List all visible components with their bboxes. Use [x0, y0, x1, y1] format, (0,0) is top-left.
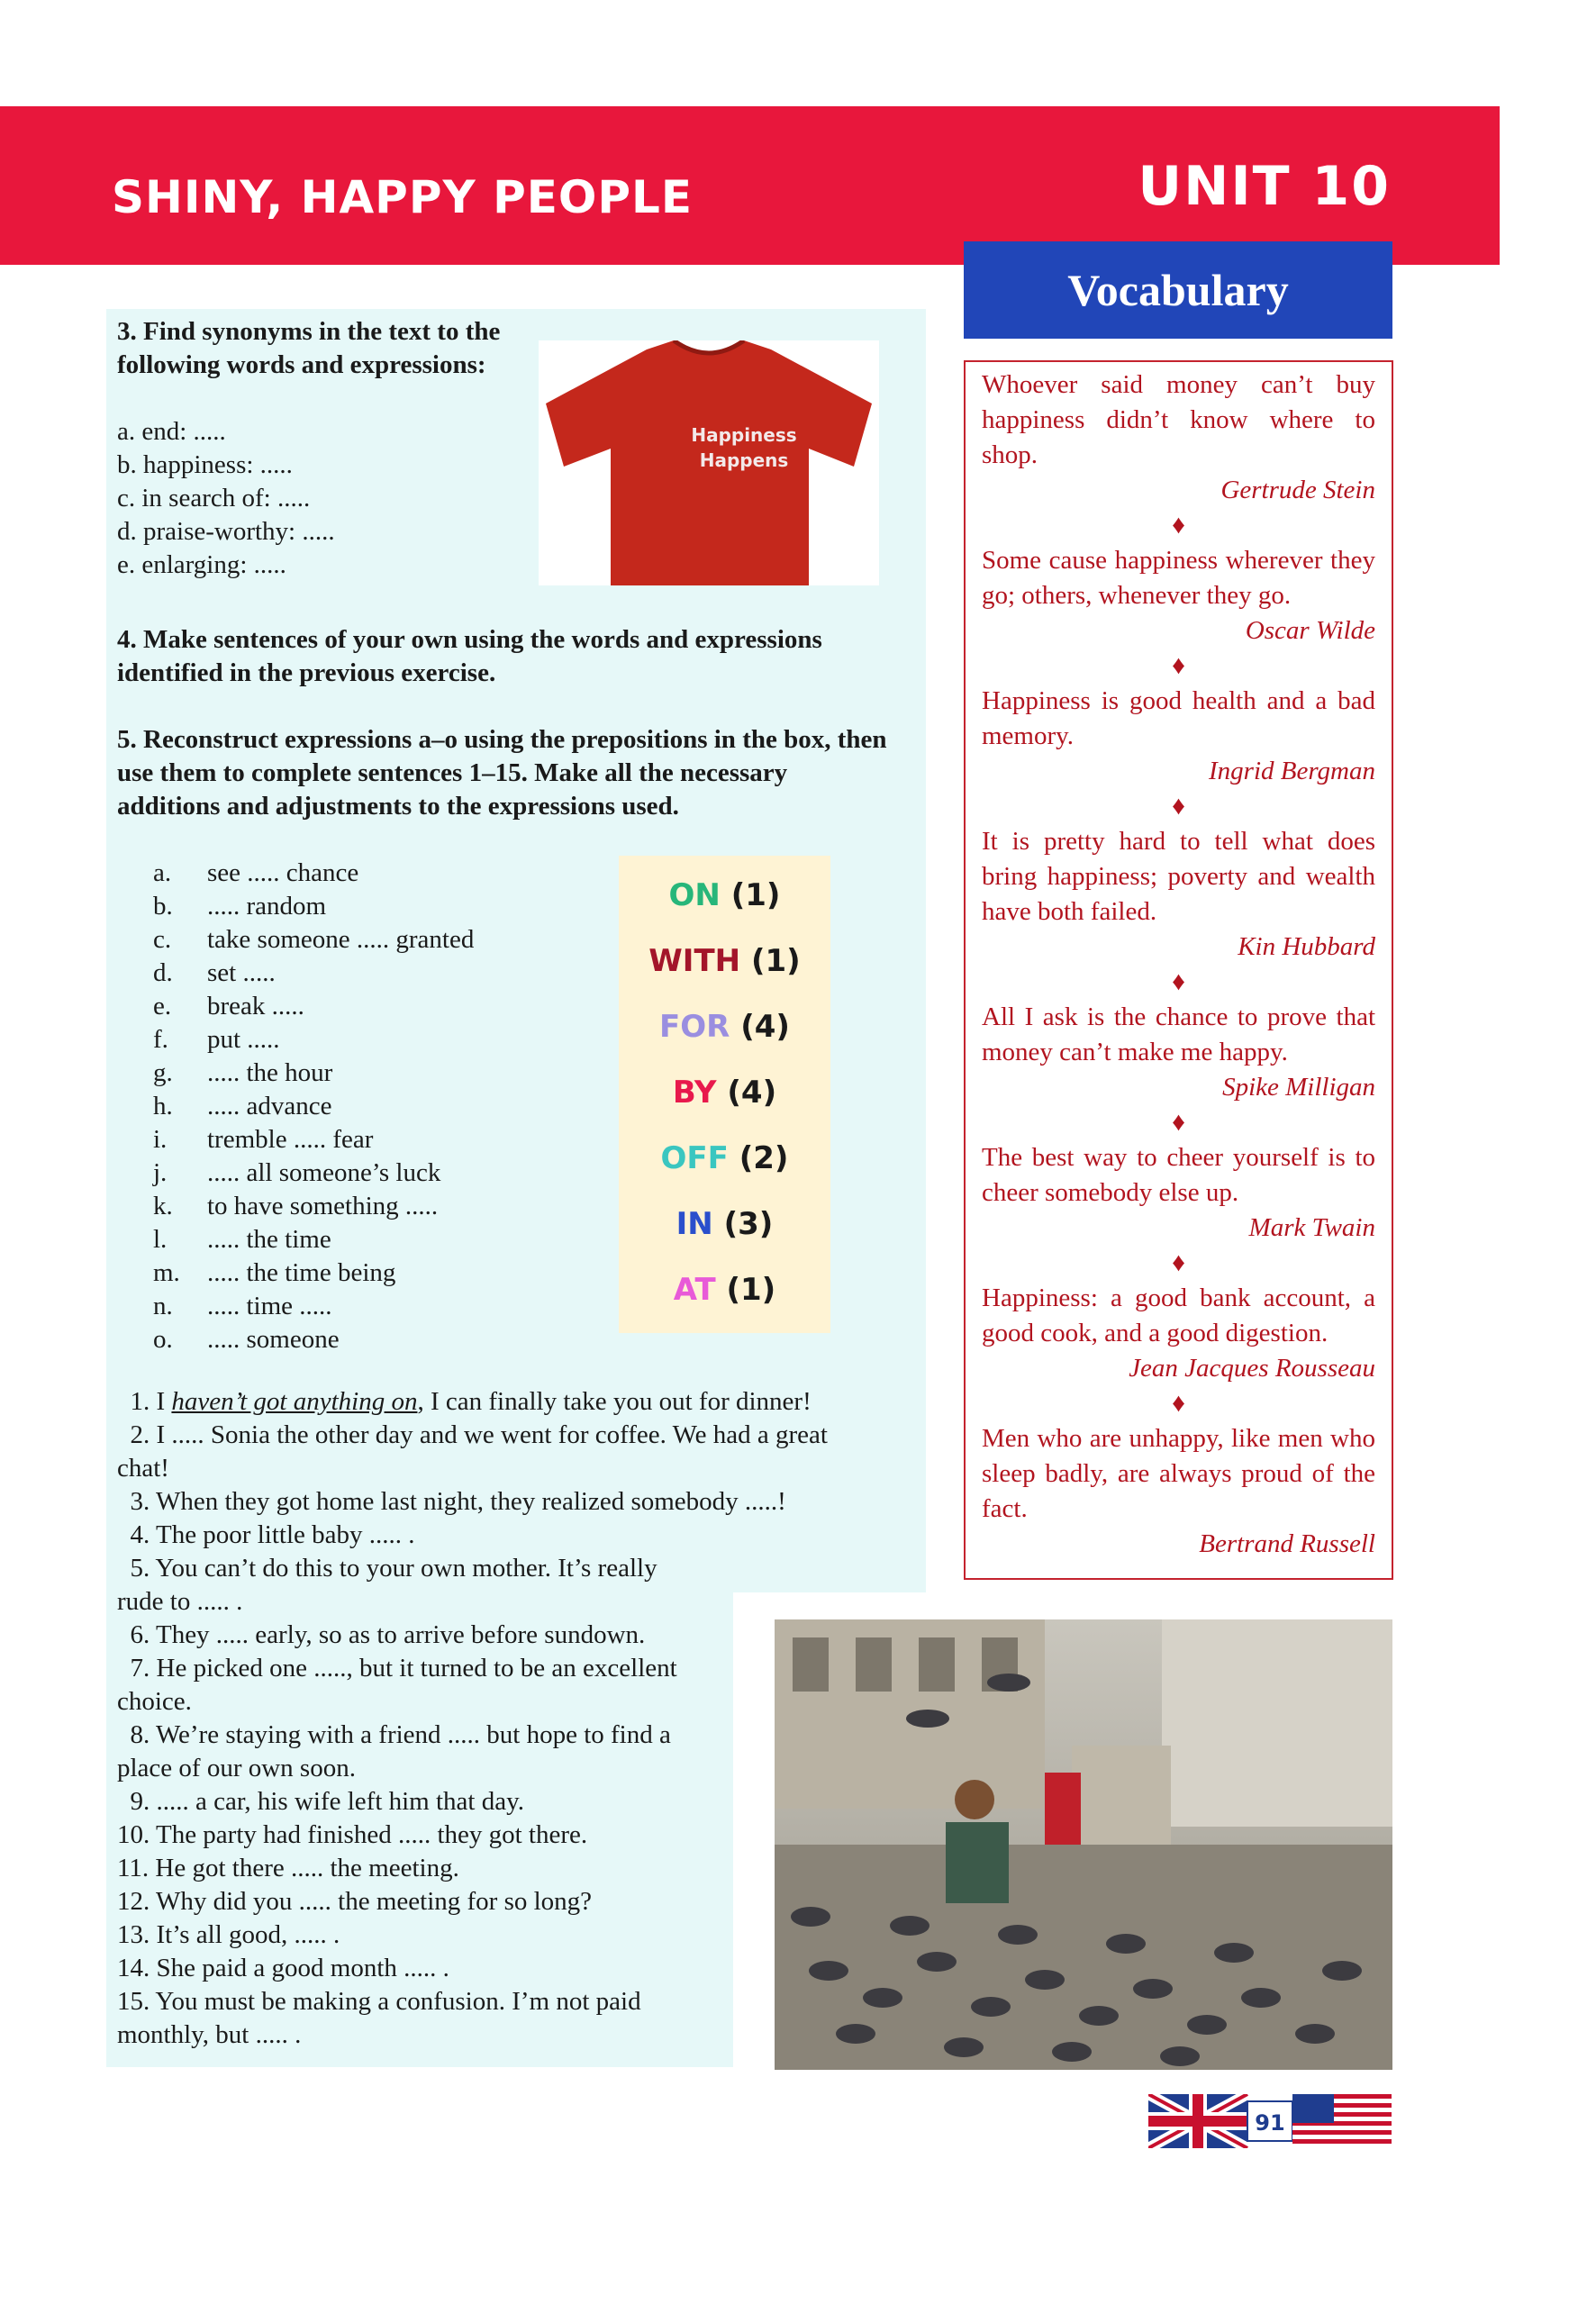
exercise-3-item: e. enlarging: .....: [117, 550, 286, 579]
quote-text: The best way to cheer yourself is to cheer somebody else up.: [982, 1143, 1375, 1207]
exercise-3-item: d. praise-worthy: .....: [117, 517, 335, 546]
sentence: 13. It’s all good, ..... .: [117, 1920, 340, 1949]
quote-text: Some cause happiness wherever they go; others, whenever they go.: [982, 546, 1375, 610]
preposition-by: BY (4): [672, 1075, 777, 1111]
exercise-5-heading: 5. Reconstruct expressions a–o using the prepositions in the box, then use them to complete sentences 1–15. Make all the necessary additions and adjustments to the expressions used.: [117, 725, 887, 821]
uk-flag-icon: [1148, 2094, 1247, 2148]
preposition-off: OFF (2): [660, 1140, 789, 1176]
exercise-4-heading: 4. Make sentences of your own using the words and expressions identified in the previous exercise.: [117, 625, 822, 687]
list-item: n. ..... time .....: [153, 1292, 332, 1320]
expression-list: [153, 857, 474, 1356]
quote-text: It is pretty hard to tell what does bring happiness; poverty and wealth have both failed.: [982, 827, 1375, 926]
list-item: f. put .....: [153, 1025, 280, 1054]
sentence: choice.: [117, 1687, 192, 1716]
quote-author: Bertrand Russell: [1199, 1529, 1375, 1558]
pigeons-photo: [775, 1619, 1392, 2070]
exercise-3-item: b. happiness: .....: [117, 450, 293, 479]
exercise-3-item: a. end: .....: [117, 417, 226, 446]
list-item: i. tremble ..... fear: [153, 1125, 374, 1154]
quote-author: Spike Milligan: [1222, 1073, 1375, 1102]
sentence: 3. When they got home last night, they realized somebody .....!: [130, 1487, 786, 1516]
tshirt-text-1: Happiness: [691, 424, 797, 446]
exercise-3-heading: 3. Find synonyms in the text to the following words and expressions:: [117, 317, 501, 379]
list-item: o. ..... someone: [153, 1325, 340, 1354]
quote-author: Oscar Wilde: [1245, 616, 1375, 645]
quote-text: Happiness is good health and a bad memory.: [982, 686, 1375, 750]
sentence: 15. You must be making a confusion. I’m not paid: [117, 1987, 641, 2016]
quote-author: Mark Twain: [1248, 1213, 1375, 1242]
sentence: 11. He got there ..... the meeting.: [117, 1854, 459, 1882]
list-item: m. ..... the time being: [153, 1258, 396, 1287]
preposition-for: FOR (4): [659, 1009, 790, 1045]
diamond-icon: ♦: [1172, 967, 1185, 996]
quote-author: Gertrude Stein: [1220, 476, 1375, 504]
quote-text: Whoever said money can’t buy happiness didn’t know where to shop.: [982, 370, 1375, 469]
exercise-4-5: [117, 623, 919, 857]
section-heading: Vocabulary: [964, 241, 1392, 339]
sentence: chat!: [117, 1454, 169, 1483]
list-item: e. break .....: [153, 992, 304, 1020]
page-number-flags: [1148, 2094, 1392, 2148]
exercise-3-item: c. in search of: .....: [117, 484, 311, 513]
sentence: 2. I ..... Sonia the other day and we went for coffee. We had a great: [130, 1420, 828, 1449]
us-flag-icon: [1292, 2094, 1392, 2148]
sentence: 14. She paid a good month ..... .: [117, 1954, 449, 1982]
list-item: d. set .....: [153, 958, 276, 987]
diamond-icon: ♦: [1172, 511, 1185, 540]
diamond-icon: ♦: [1172, 792, 1185, 821]
list-item: b. ..... random: [153, 892, 327, 921]
sentence: 12. Why did you ..... the meeting for so long?: [117, 1887, 593, 1916]
list-item: k. to have something .....: [153, 1192, 439, 1220]
diamond-icon: ♦: [1172, 1248, 1185, 1277]
sentence: rude to ..... .: [117, 1587, 243, 1616]
exercise-3: [117, 315, 549, 582]
quote-text: Happiness: a good bank account, a good cook, and a good digestion.: [982, 1284, 1375, 1347]
page-title: SHINY, HAPPY PEOPLE: [112, 171, 694, 223]
page-number: 91: [1255, 2110, 1285, 2136]
diamond-icon: ♦: [1172, 1108, 1185, 1137]
quote-author: Jean Jacques Rousseau: [1129, 1354, 1375, 1383]
preposition-with: WITH (1): [648, 943, 801, 979]
quote-author: Ingrid Bergman: [1209, 757, 1375, 785]
list-item: a. see ..... chance: [153, 858, 359, 887]
sentence: 1. I haven’t got anything on, I can finally take you out for dinner!: [130, 1387, 812, 1416]
list-item: l. ..... the time: [153, 1225, 331, 1254]
tshirt-text-2: Happens: [699, 449, 789, 471]
sentence: 4. The poor little baby ..... .: [130, 1520, 415, 1549]
quote-author: Kin Hubbard: [1238, 932, 1375, 961]
sentence: 5. You can’t do this to your own mother. It’s really: [130, 1554, 657, 1583]
preposition-on: ON (1): [668, 877, 781, 913]
quote-text: All I ask is the chance to prove that money can’t make me happy.: [982, 1002, 1375, 1066]
preposition-at: AT (1): [673, 1272, 776, 1308]
quote-text: Men who are unhappy, like men who sleep badly, are always proud of the fact.: [982, 1424, 1375, 1523]
tshirt-image: [539, 340, 879, 585]
preposition-in: IN (3): [676, 1206, 774, 1242]
preposition-box: [619, 856, 830, 1333]
sentence: 10. The party had finished ..... they got there.: [117, 1820, 588, 1849]
sentence: 8. We’re staying with a friend ..... but hope to find a: [130, 1720, 671, 1749]
sentence: monthly, but ..... .: [117, 2020, 302, 2049]
list-item: c. take someone ..... granted: [153, 925, 475, 954]
unit-label: UNIT 10: [1138, 155, 1391, 218]
diamond-icon: ♦: [1172, 651, 1185, 680]
list-item: h. ..... advance: [153, 1092, 332, 1120]
list-item: j. ..... all someone’s luck: [153, 1158, 441, 1187]
quotes-list: [982, 367, 1375, 1562]
diamond-icon: ♦: [1172, 1389, 1185, 1418]
list-item: g. ..... the hour: [153, 1058, 333, 1087]
quotes-box: [964, 360, 1393, 1580]
sentence: place of our own soon.: [117, 1754, 356, 1782]
sentence: 6. They ..... early, so as to arrive before sundown.: [130, 1620, 646, 1649]
sentence: 7. He picked one ....., but it turned to be an excellent: [130, 1654, 677, 1683]
sentence: 9. ..... a car, his wife left him that day.: [130, 1787, 524, 1816]
